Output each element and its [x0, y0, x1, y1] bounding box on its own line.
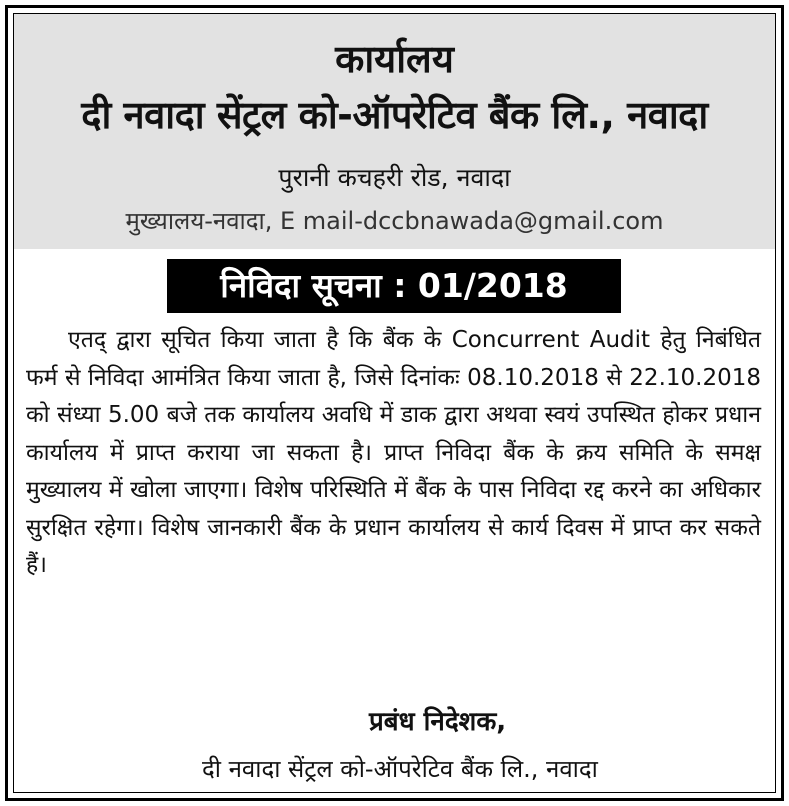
notice-header [14, 14, 775, 249]
office-title: कार्यालय [335, 37, 454, 81]
headquarters-email: मुख्यालय-नवादा, E mail-dccbnawada@gmail.com [125, 207, 664, 235]
signatory-title: प्रबंध निदेशक, [369, 707, 507, 737]
notice-frame [5, 5, 784, 801]
bank-name: दी नवादा सेंट्रल को-ऑपरेटिव बैंक लि., नवादा [81, 93, 708, 137]
tender-notice-title: निविदा सूचना : 01/2018 [167, 259, 621, 313]
notice-inner-frame [13, 13, 776, 793]
notice-body: एतद् द्वारा सूचित किया जाता है कि बैंक के Concurrent Audit हेतु निबंधित फर्म से निविदा आमंत्रित किया जाता है, जिसे दिनांकः 08.10.2018 से 22.10.2018 को संध्या 5.00 बजे तक कार्यालय अवधि में डाक द्वारा अथवा स्वयं उपस्थित होकर प्रधान कार्यालय में प्राप्त कराया जा सकता है। प्राप्त निविदा बैंक के क्रय समिति के समक्ष मुख्यालय में खोला जाएगा। विशेष परिस्थिति में बैंक के पास निविदा रद्द करने का अधिकार सुरक्षित रहेगा। विशेष जानकारी बैंक के प्रधान कार्यालय से कार्य दिवस में प्राप्त कर सकते हैं। [26, 327, 761, 578]
signatory-bank: दी नवादा सेंट्रल को-ऑपरेटिव बैंक लि., नवादा [202, 755, 598, 783]
bank-address: पुरानी कचहरी रोड, नवादा [278, 163, 511, 192]
